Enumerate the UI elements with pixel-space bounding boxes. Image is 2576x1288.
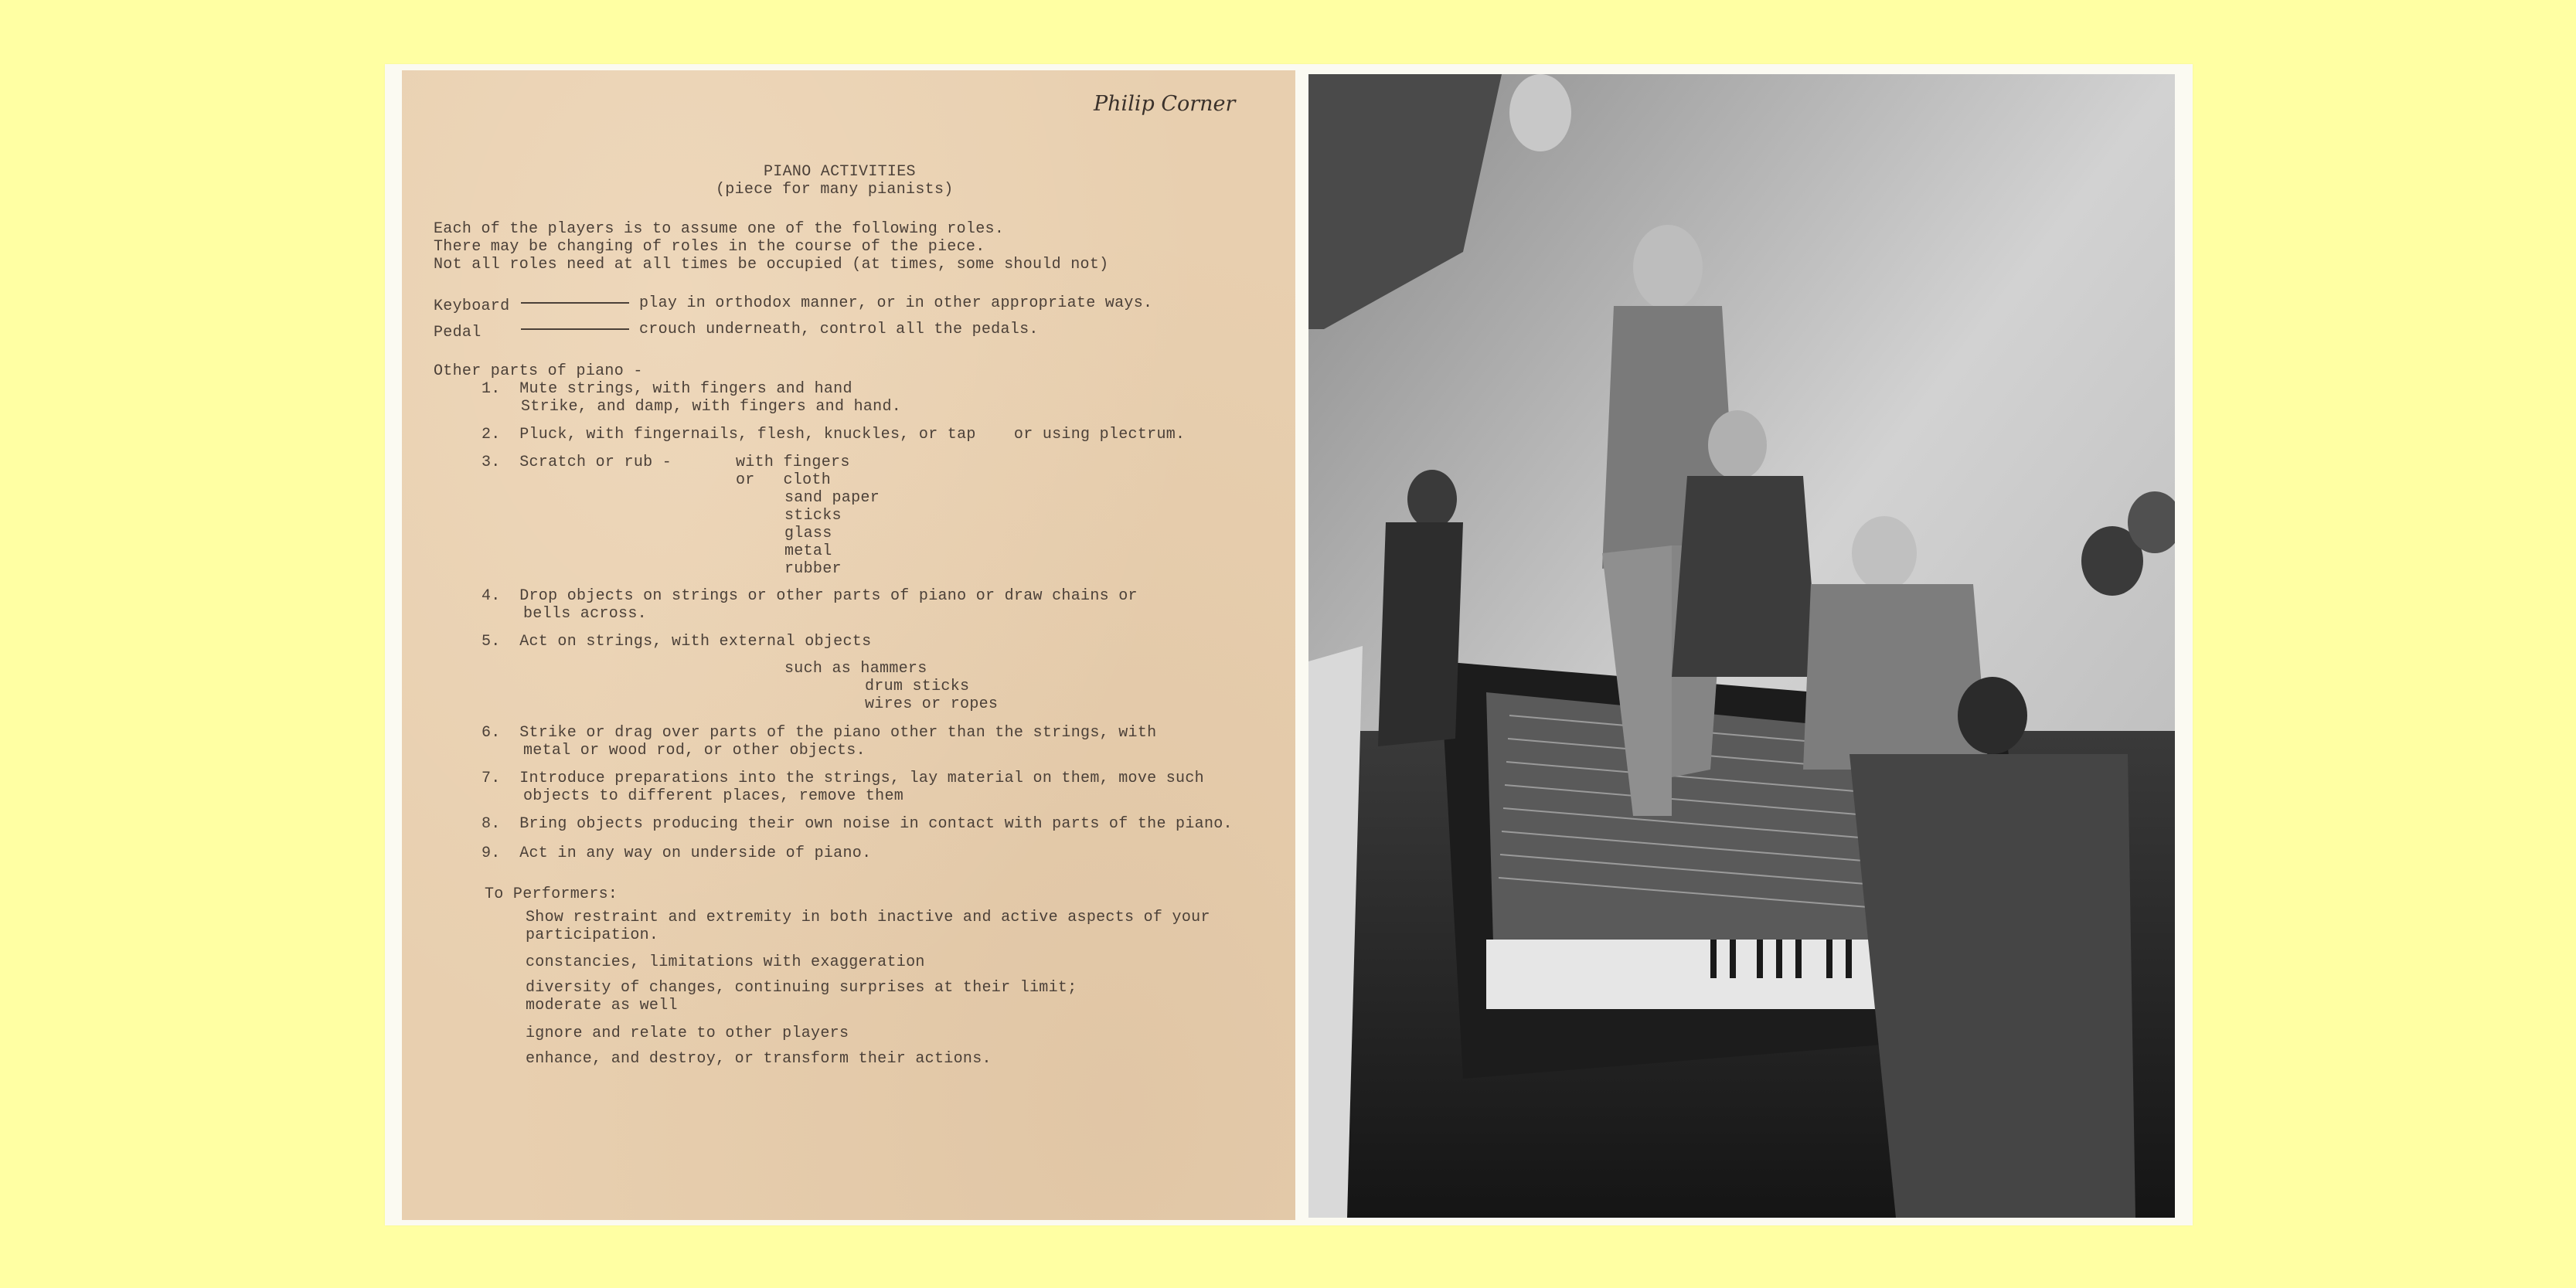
performer-note: moderate as well <box>526 997 678 1014</box>
list-item: 5. Act on strings, with external objects <box>482 633 872 651</box>
keyboard-label: Keyboard <box>434 297 510 315</box>
signature: Philip Corner <box>1094 92 1236 116</box>
typed-score-document <box>402 70 1295 1220</box>
intro-line: Each of the players is to assume one of the following roles. <box>434 220 1005 238</box>
performers-heading: To Performers: <box>485 885 618 903</box>
list-item: 9. Act in any way on underside of piano. <box>482 845 872 862</box>
document-title: PIANO ACTIVITIES <box>764 163 916 181</box>
pedal-label: Pedal <box>434 324 482 342</box>
list-subitem: glass <box>784 525 832 542</box>
list-item-continuation: metal or wood rod, or other objects. <box>523 742 866 760</box>
list-item: 4. Drop objects on strings or other parts of piano or draw chains or <box>482 587 1138 605</box>
list-subitem: rubber <box>784 560 842 578</box>
list-item: 3. Scratch or rub - <box>482 454 672 471</box>
list-item-continuation: objects to different places, remove them <box>523 787 904 805</box>
list-subitem: metal <box>784 542 832 560</box>
list-subitem: such as hammers <box>784 660 927 678</box>
list-subitem: sticks <box>784 507 842 525</box>
performance-photograph <box>1308 74 2175 1218</box>
list-subitem: sand paper <box>784 489 880 507</box>
list-item: 7. Introduce preparations into the strings, lay material on them, move such <box>482 770 1204 787</box>
list-item: 2. Pluck, with fingernails, flesh, knuckles, or tap or using plectrum. <box>482 426 1186 443</box>
document-subtitle: (piece for many pianists) <box>716 181 954 199</box>
pedal-text: crouch underneath, control all the pedals. <box>639 321 1039 338</box>
list-item-continuation: Strike, and damp, with fingers and hand. <box>521 398 902 416</box>
list-subitem: wires or ropes <box>865 695 999 713</box>
blank-line <box>521 302 629 304</box>
list-subitem: or cloth <box>736 471 832 489</box>
other-parts-heading: Other parts of piano - <box>434 362 643 380</box>
performer-note: constancies, limitations with exaggeration <box>526 953 925 971</box>
performer-note: Show restraint and extremity in both inactive and active aspects of your <box>526 909 1210 926</box>
list-item: 6. Strike or drag over parts of the piano other than the strings, with <box>482 724 1157 742</box>
intro-line: Not all roles need at all times be occupied (at times, some should not) <box>434 256 1109 274</box>
list-subitem: with fingers <box>736 454 850 471</box>
list-item: 1. Mute strings, with fingers and hand <box>482 380 852 398</box>
performer-note: participation. <box>526 926 659 944</box>
list-subitem: drum sticks <box>865 678 970 695</box>
keyboard-text: play in orthodox manner, or in other appropriate ways. <box>639 294 1153 312</box>
performer-note: ignore and relate to other players <box>526 1025 849 1042</box>
list-item: 8. Bring objects producing their own noise in contact with parts of the piano. <box>482 815 1233 833</box>
intro-line: There may be changing of roles in the course of the piece. <box>434 238 985 256</box>
performer-note: enhance, and destroy, or transform their actions. <box>526 1050 992 1068</box>
blank-line <box>521 328 629 330</box>
performer-note: diversity of changes, continuing surprises at their limit; <box>526 979 1077 997</box>
list-item-continuation: bells across. <box>523 605 647 623</box>
